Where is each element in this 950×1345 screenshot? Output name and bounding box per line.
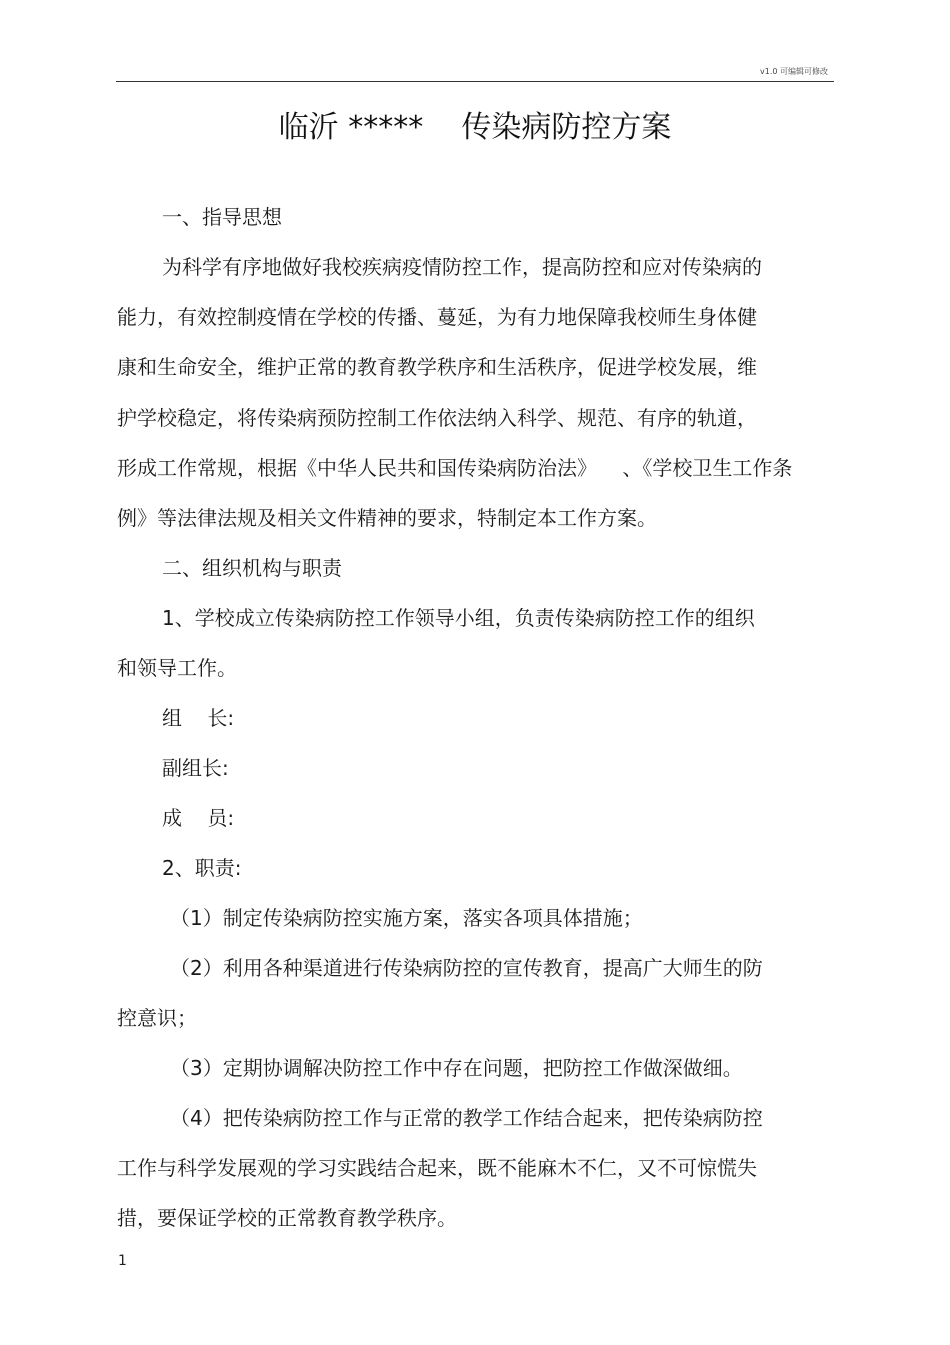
paragraph-line: 形成工作常规，根据《中华人民共和国传染病防治法》 、《学校卫生工作条 [117, 456, 793, 480]
section-heading-organization: 二、组织机构与职责 [162, 556, 342, 580]
paragraph-line: 护学校稳定，将传染病预防控制工作依法纳入科学、规范、有序的轨道， [117, 406, 757, 430]
paragraph-line: 康和生命安全，维护正常的教育教学秩序和生活秩序，促进学校发展，维 [117, 355, 757, 379]
section-heading-guiding-ideology: 一、指导思想 [162, 205, 282, 229]
paragraph-line: 和领导工作。 [117, 656, 237, 680]
duty-item: （1）制定传染病防控实施方案，落实各项具体措施； [170, 906, 643, 930]
paragraph-line: 措，要保证学校的正常教育教学秩序。 [117, 1206, 457, 1230]
paragraph-line: 工作与科学发展观的学习实践结合起来，既不能麻木不仁，又不可惊慌失 [117, 1156, 757, 1180]
document-title: 临沂 ***** 传染病防控方案 [278, 110, 672, 145]
version-note: v1.0 可编辑可修改 [760, 67, 828, 76]
duty-item: （4）把传染病防控工作与正常的教学工作结合起来，把传染病防控 [170, 1106, 763, 1130]
members-label: 成 员: [162, 806, 235, 830]
leader-label: 组 长: [162, 706, 235, 730]
paragraph-line: 控意识； [117, 1006, 197, 1030]
paragraph-line: 能力，有效控制疫情在学校的传播、蔓延，为有力地保障我校师生身体健 [117, 305, 757, 329]
header-divider [116, 81, 834, 82]
duty-item: （3）定期协调解决防控工作中存在问题，把防控工作做深做细。 [170, 1056, 743, 1080]
duties-heading: 2、职责: [162, 856, 242, 880]
paragraph-line: 为科学有序地做好我校疾病疫情防控工作，提高防控和应对传染病的 [162, 255, 762, 279]
deputy-leader-label: 副组长: [162, 756, 229, 780]
page-number: 1 [118, 1253, 127, 1269]
paragraph-line: 1、学校成立传染病防控工作领导小组，负责传染病防控工作的组织 [162, 606, 755, 630]
duty-item: （2）利用各种渠道进行传染病防控的宣传教育，提高广大师生的防 [170, 956, 763, 980]
paragraph-line: 例》等法律法规及相关文件精神的要求，特制定本工作方案。 [117, 506, 657, 530]
